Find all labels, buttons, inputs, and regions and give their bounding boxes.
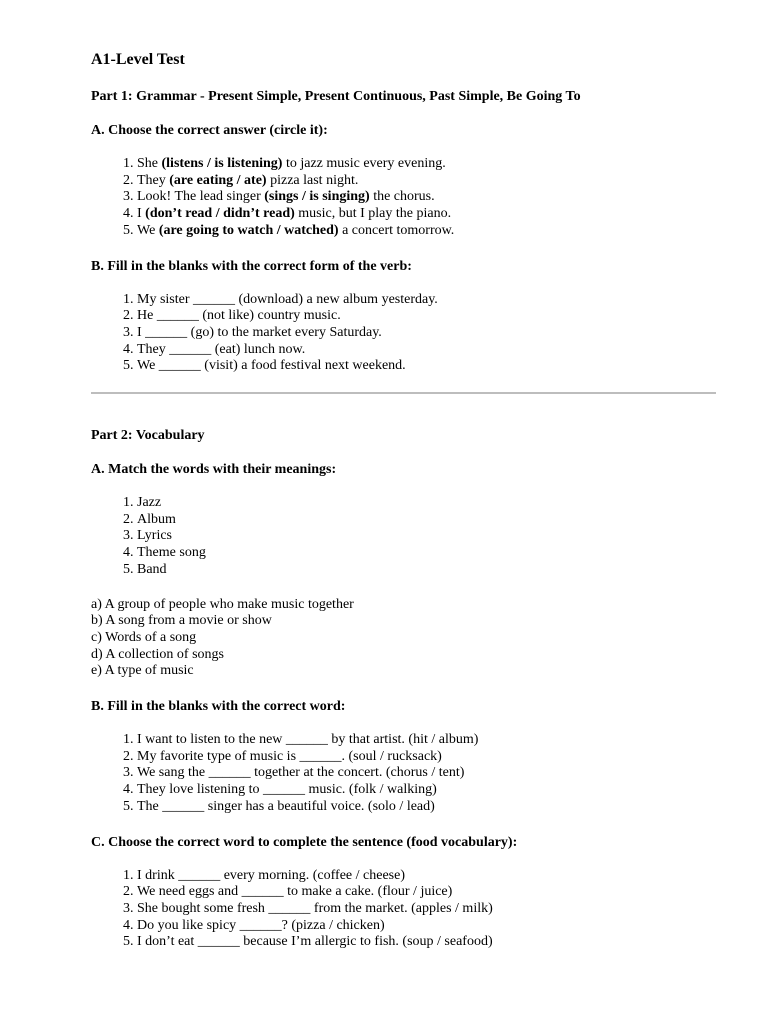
list-item: 5. The ______ singer has a beautiful voice. (solo / lead) [137, 799, 716, 816]
list-item: 4. They love listening to ______ music. (folk / walking) [137, 782, 716, 799]
part2-words-list [91, 495, 716, 579]
list-item: 3. Lyrics [137, 528, 716, 545]
list-item: 5. We ______ (visit) a food festival next weekend. [137, 358, 716, 375]
list-item: 1. Jazz [137, 495, 716, 512]
list-item: b) A song from a movie or show [91, 613, 272, 629]
list-item: 4. Theme song [137, 545, 716, 562]
list-item: 3. She bought some fresh ______ from the market. (apples / milk) [137, 901, 716, 918]
list-item: 4. They ______ (eat) lunch now. [137, 342, 716, 359]
part1-section-a-heading: A. Choose the correct answer (circle it): [91, 123, 328, 138]
list-item: e) A type of music [91, 663, 194, 679]
part2-heading: Part 2: Vocabulary [91, 428, 205, 444]
part1-section-a-list [91, 156, 716, 240]
list-item: 1. My sister ______ (download) a new album yesterday. [137, 292, 716, 309]
part1-section-b-heading: B. Fill in the blanks with the correct form of the verb: [91, 258, 412, 274]
test-title: A1-Level Test [91, 51, 185, 68]
part2-section-a-heading: A. Match the words with their meanings: [91, 462, 337, 478]
document-content [91, 50, 716, 951]
list-item: 2. Album [137, 512, 716, 529]
list-item: 5. I don’t eat ______ because I’m allergic to fish. (soup / seafood) [137, 934, 716, 951]
part2-section-c-list [91, 868, 716, 952]
list-item: c) Words of a song [91, 629, 197, 645]
part2-section-b-list [91, 732, 716, 816]
list-item: 3. Look! The lead singer (sings / is singing) the chorus. [137, 189, 716, 206]
part1-heading: Part 1: Grammar - Present Simple, Present Continuous, Past Simple, Be Going To [91, 89, 581, 104]
list-item: 2. He ______ (not like) country music. [137, 308, 716, 325]
list-item: 2. They (are eating / ate) pizza last night. [137, 173, 716, 190]
list-item: 4. I (don’t read / didn’t read) music, but I play the piano. [137, 206, 716, 223]
list-item: a) A group of people who make music together [91, 596, 354, 612]
part1-section-b-list [91, 292, 716, 376]
list-item: 2. My favorite type of music is ______. (soul / rucksack) [137, 749, 716, 766]
part2-section-c-heading: C. Choose the correct word to complete the sentence (food vocabulary): [91, 834, 518, 850]
list-item: 3. I ______ (go) to the market every Saturday. [137, 325, 716, 342]
list-item: 1. I drink ______ every morning. (coffee / cheese) [137, 868, 716, 885]
list-item: 3. We sang the ______ together at the concert. (chorus / tent) [137, 765, 716, 782]
list-item: 4. Do you like spicy ______? (pizza / chicken) [137, 918, 716, 935]
part2-meanings-list [91, 597, 716, 681]
list-item: 2. We need eggs and ______ to make a cake. (flour / juice) [137, 884, 716, 901]
list-item: 5. We (are going to watch / watched) a concert tomorrow. [137, 223, 716, 240]
list-item: 1. She (listens / is listening) to jazz music every evening. [137, 156, 716, 173]
part2-section-b-heading: B. Fill in the blanks with the correct word: [91, 699, 346, 715]
list-item: 1. I want to listen to the new ______ by that artist. (hit / album) [137, 732, 716, 749]
list-item: d) A collection of songs [91, 646, 224, 662]
list-item: 5. Band [137, 562, 716, 579]
